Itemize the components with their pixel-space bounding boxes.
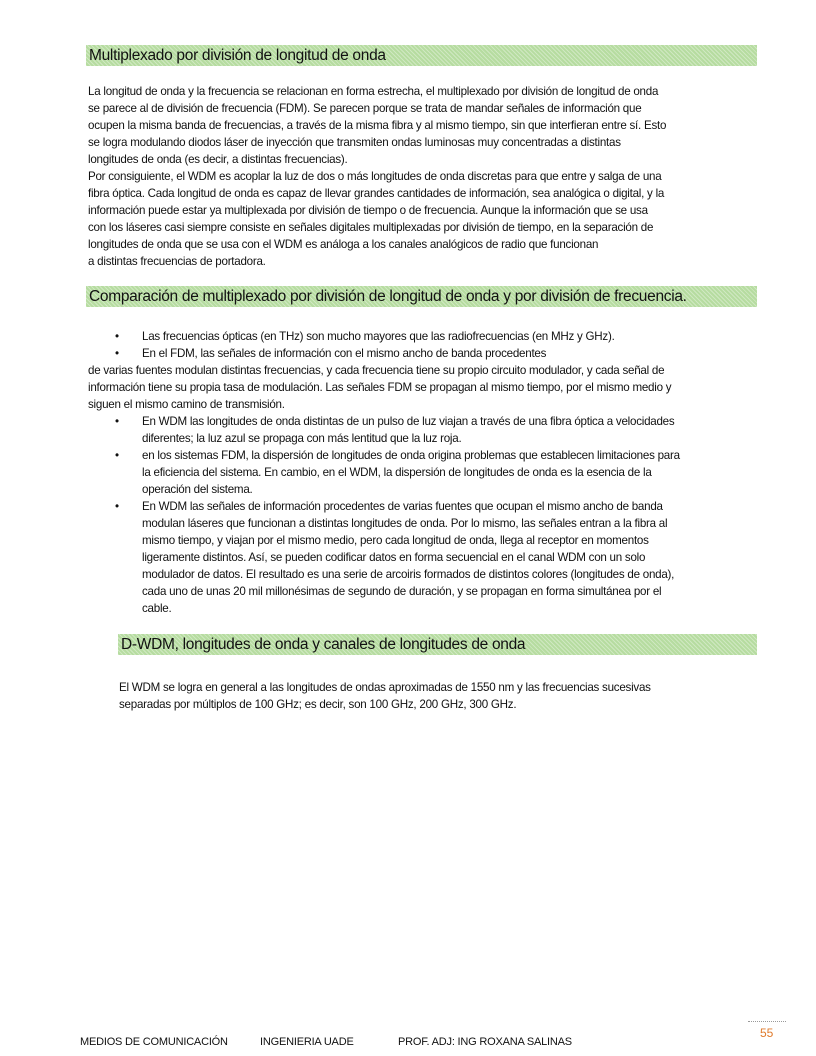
page-number-rule [748, 1021, 786, 1022]
text-line: El WDM se logra en general a las longitudes de ondas aproximadas de 1550 nm y las frecuencias sucesivas [119, 681, 651, 694]
bullet-item [115, 328, 680, 345]
text-line: la eficiencia del sistema. En cambio, en el WDM, la dispersión de longitudes de onda es la esencia de la [142, 466, 652, 479]
footer-professor: PROF. ADJ: ING ROXANA SALINAS [398, 1036, 572, 1048]
text-line: información puede estar ya multiplexada por división de tiempo o de frecuencia. Aunque la información que se usa [88, 204, 648, 217]
text-line: información tiene su propia tasa de modulación. Las señales FDM se propagan al mismo tiempo, por el mismo medio y [88, 381, 672, 394]
bullet-item [115, 447, 680, 498]
text-line: cada uno de unas 20 mil millonésimas de segundo de duración, y se propagan en forma simultánea por el [142, 585, 662, 598]
bullet-icon: • [115, 347, 119, 360]
bullet-icon: • [115, 500, 119, 513]
text-line: fibra óptica. Cada longitud de onda es capaz de llevar grandes cantidades de información, sea analógica o digital, y la [88, 187, 665, 200]
bullet-item [115, 413, 680, 447]
bullet-icon: • [115, 330, 119, 343]
text-line: La longitud de onda y la frecuencia se relacionan en forma estrecha, el multiplexado por división de longitud de onda [88, 85, 659, 98]
section-wdm-body [88, 83, 666, 270]
text-line: a distintas frecuencias de portadora. [88, 255, 266, 268]
text-line: con los láseres casi siempre consiste en señales digitales multiplexadas por división de tiempo, en la separación de [88, 221, 654, 234]
bullet-icon: • [115, 415, 119, 428]
bullet-item [115, 498, 680, 617]
text-line: separadas por múltiplos de 100 GHz; es decir, son 100 GHz, 200 GHz, 300 GHz. [119, 698, 517, 711]
text-line: ligeramente distintos. Así, se pueden codificar datos en forma secuencial en el canal WDM con un solo [142, 551, 646, 564]
text-line: modulador de datos. El resultado es una serie de arcoiris formados de distintos colores (longitudes de onda), [142, 568, 675, 581]
footer-course: MEDIOS DE COMUNICACIÓN [80, 1036, 228, 1048]
section-dwdm-body [119, 679, 651, 713]
text-line: longitudes de onda (es decir, a distintas frecuencias). [88, 153, 348, 166]
text-line: ocupen la misma banda de frecuencias, a través de la misma fibra y al mismo tiempo, sin que interfieran entre sí. Esto [88, 119, 667, 132]
text-line: siguen el mismo camino de transmisión. [88, 398, 285, 411]
text-line: Las frecuencias ópticas (en THz) son mucho mayores que las radiofrecuencias (en MHz y GHz). [142, 330, 615, 343]
section-heading-dwdm: D-WDM, longitudes de onda y canales de longitudes de onda [118, 634, 757, 655]
text-line: en los sistemas FDM, la dispersión de longitudes de onda origina problemas que establecen limitaciones para [142, 449, 680, 462]
text-line: de varias fuentes modulan distintas frecuencias, y cada frecuencia tiene su propio circuito modulador, y cada señal de [88, 364, 665, 377]
text-line: mismo tiempo, y viajan por el mismo medio, pero cada longitud de onda, llega al receptor en momentos [142, 534, 649, 547]
bullet-continuation [88, 362, 680, 413]
page-number: 55 [760, 1026, 774, 1040]
text-line: se logra modulando diodos láser de inyección que transmiten ondas luminosas muy concentradas a distintas [88, 136, 621, 149]
text-line: En el FDM, las señales de información con el mismo ancho de banda procedentes [142, 347, 547, 360]
bullet-icon: • [115, 449, 119, 462]
comparison-bullets [88, 328, 680, 617]
text-line: cable. [142, 602, 172, 615]
text-line: diferentes; la luz azul se propaga con más lentitud que la luz roja. [142, 432, 462, 445]
bullet-item [115, 345, 680, 362]
section-heading-wdm: Multiplexado por división de longitud de onda [86, 45, 757, 66]
text-line: operación del sistema. [142, 483, 253, 496]
text-line: longitudes de onda que se usa con el WDM es análoga a los canales analógicos de radio que funcionan [88, 238, 599, 251]
text-line: En WDM las señales de información procedentes de varias fuentes que ocupan el mismo ancho de banda [142, 500, 663, 513]
section-heading-comparison: Comparación de multiplexado por división de longitud de onda y por división de frecuencia. [86, 286, 757, 307]
footer-school: INGENIERIA UADE [260, 1036, 354, 1048]
text-line: modulan láseres que funcionan a distintas longitudes de onda. Por lo mismo, las señales entran a la fibra al [142, 517, 668, 530]
text-line: En WDM las longitudes de onda distintas de un pulso de luz viajan a través de una fibra óptica a velocidades [142, 415, 675, 428]
text-line: Por consiguiente, el WDM es acoplar la luz de dos o más longitudes de onda discretas para que entre y salga de una [88, 170, 662, 183]
text-line: se parece al de división de frecuencia (FDM). Se parecen porque se trata de mandar señales de información que [88, 102, 642, 115]
